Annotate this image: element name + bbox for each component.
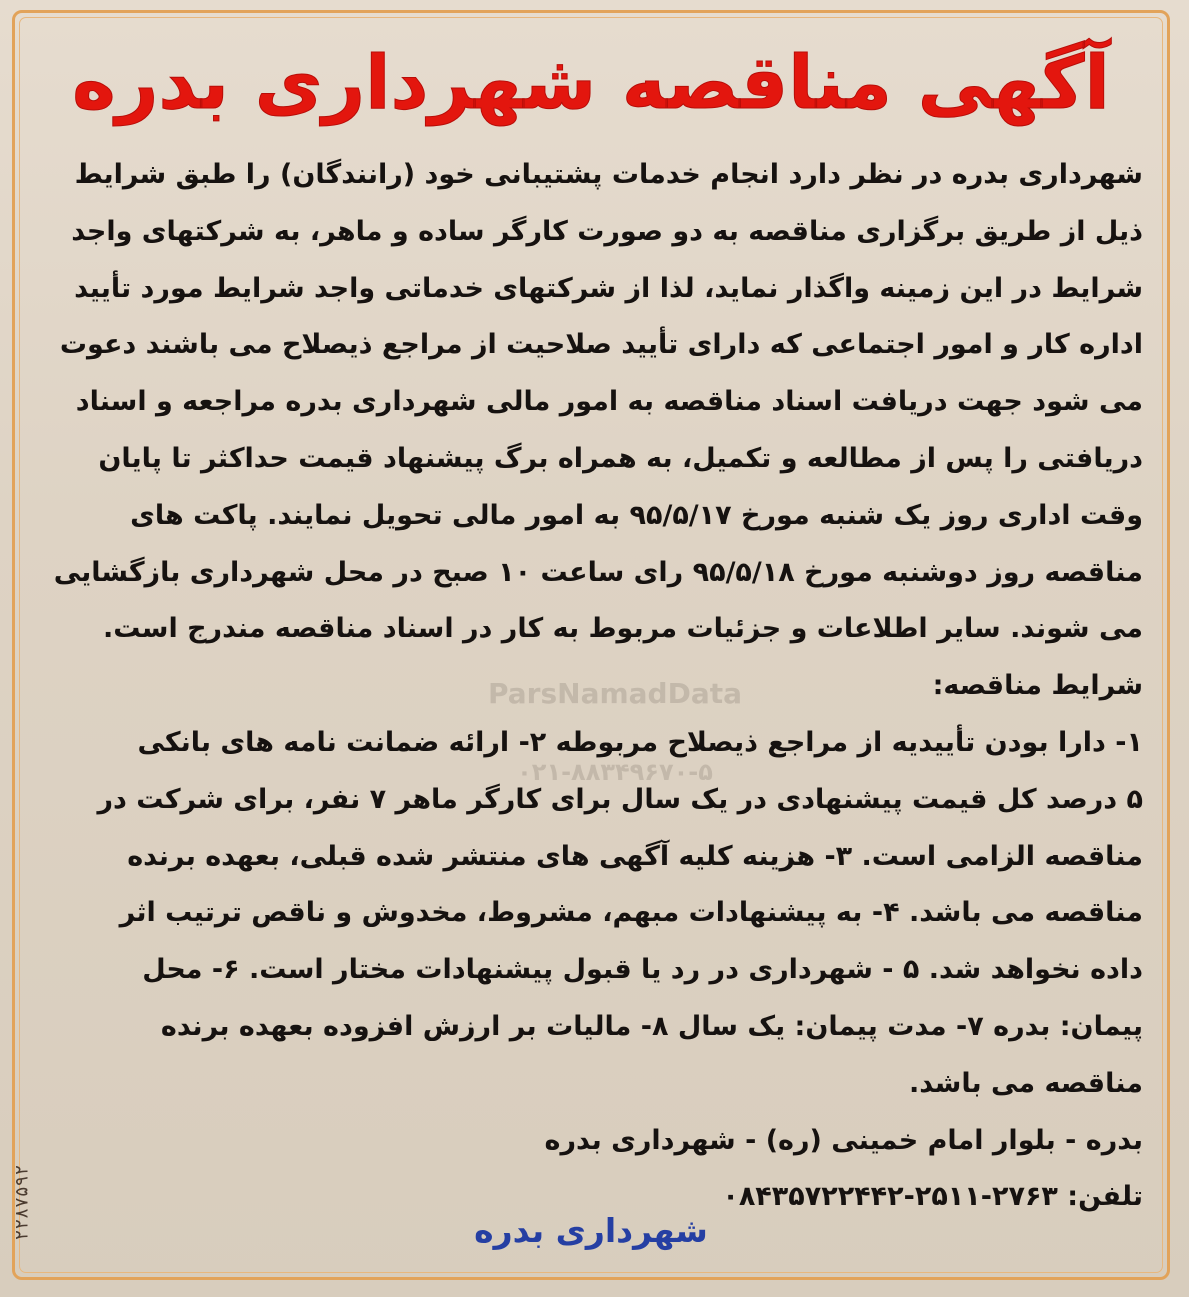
ad-frame (12, 10, 1170, 1280)
address-line: بدره - بلوار امام خمینی (ره) - شهرداری بدره (544, 1124, 1143, 1156)
body-line: شرایط در این زمینه واگذار نماید، لذا از شرکتهای خدماتی واجد شرایط مورد تأیید (74, 272, 1143, 304)
body-line: دریافتی را پس از مطالعه و تکمیل، به همراه برگ پیشنهاد قیمت حداکثر تا پایان (98, 442, 1143, 474)
ad-title: آگهی مناقصه شهرداری بدره (72, 40, 1110, 126)
side-code: ۲۲۸۷۵۹۲ (11, 1164, 33, 1241)
body-line: می شوند. سایر اطلاعات و جزئیات مربوط به کار در اسناد مناقصه مندرج است. (103, 613, 1143, 645)
ad-body (45, 147, 1143, 1226)
condition-line: مناقصه می باشد. ۴- به پیشنهادات مبهم، مشروط، مخدوش و ناقص ترتیب اثر (119, 897, 1143, 929)
body-line: مناقصه روز دوشنبه مورخ ۹۵/۵/۱۸ رای ساعت ۱۰ صبح در محل شهرداری بازگشایی (53, 556, 1143, 588)
signature: شهرداری بدره (474, 1211, 708, 1250)
watermark-phone: ۰۲۱-۸۸۳۴۹۶۷۰-۵ (517, 758, 713, 786)
body-line: اداره کار و امور اجتماعی که دارای تأیید صلاحیت از مراجع ذیصلاح می باشند دعوت (59, 329, 1143, 361)
condition-line: مناقصه الزامی است. ۳- هزینه کلیه آگهی های منتشر شده قبلی، بعهده برنده (127, 840, 1143, 872)
condition-line: مناقصه می باشد. (908, 1067, 1143, 1099)
body-line: شهرداری بدره در نظر دارد انجام خدمات پشتیبانی خود (رانندگان) را طبق شرایط (74, 159, 1143, 190)
condition-line: داده نخواهد شد. ۵ - شهرداری در رد یا قبول پیشنهادات مختار است. ۶- محل (142, 954, 1143, 986)
phone-line: تلفن: ۲۷۶۳-۲۵۱۱-۰۸۴۳۵۷۲۲۴۴۲ (722, 1181, 1143, 1213)
body-line: ذیل از طریق برگزاری مناقصه به دو صورت کارگر ساده و ماهر، به شرکتهای واجد (71, 215, 1143, 247)
condition-line: پیمان: بدره ۷- مدت پیمان: یک سال ۸- مالیات بر ارزش افزوده بعهده برنده (160, 1010, 1143, 1042)
condition-line: ۵ درصد کل قیمت پیشنهادی در یک سال برای کارگر ماهر ۷ نفر، برای شرکت در (97, 783, 1143, 815)
watermark-name: ParsNamadData (488, 677, 742, 710)
body-line: می شود جهت دریافت اسناد مناقصه به امور مالی شهرداری بدره مراجعه و اسناد (75, 386, 1143, 418)
conditions-title: شرایط مناقصه: (932, 670, 1143, 702)
condition-line: ۱- دارا بودن تأییدیه از مراجع ذیصلاح مربوطه ۲- ارائه ضمانت نامه های بانکی (137, 726, 1143, 758)
body-line: وقت اداری روز یک شنبه مورخ ۹۵/۵/۱۷ به امور مالی تحویل نمایند. پاکت های (130, 499, 1143, 531)
